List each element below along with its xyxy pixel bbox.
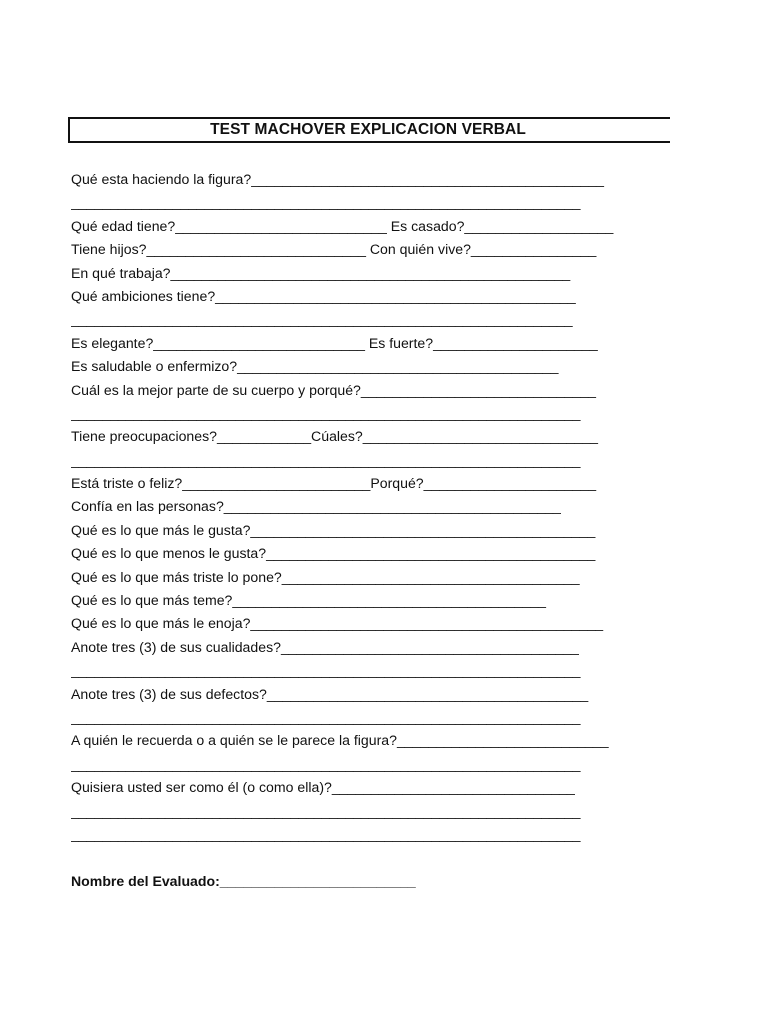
- answer-line: _________________________________________________________________: [71, 802, 581, 819]
- question-line: Es elegante?___________________________ Es fuerte?_____________________: [71, 334, 598, 351]
- answer-line: _________________________________________________________________: [71, 451, 581, 468]
- answer-line: _________________________________________________________________: [71, 825, 581, 842]
- question-line: Qué esta haciendo la figura?_____________________________________________: [71, 171, 604, 187]
- answer-line: _________________________________________________________________: [71, 662, 581, 679]
- answer-line: _________________________________________________________________: [71, 404, 581, 421]
- question-line: Está triste o feliz?________________________Porqué?______________________: [71, 475, 597, 492]
- question-line: En qué trabaja?___________________________________________________: [71, 264, 571, 281]
- question-line: Es saludable o enfermizo?_________________________________________: [71, 358, 559, 375]
- question-line: Tiene hijos?____________________________ Con quién vive?________________: [71, 241, 597, 258]
- question-line: A quién le recuerda o a quién se le parece la figura?___________________________: [71, 732, 609, 749]
- page-title: TEST MACHOVER EXPLICACION VERBAL: [210, 121, 526, 138]
- spacer-line: [71, 846, 661, 869]
- answer-line: _________________________________________________________________: [71, 194, 581, 211]
- question-line: Anote tres (3) de sus defectos?_________________________________________: [71, 685, 589, 702]
- question-line: Qué es lo que menos le gusta?__________________________________________: [71, 545, 596, 562]
- answer-line: _________________________________________________________________: [71, 755, 581, 772]
- question-line: Qué edad tiene?___________________________ Es casado?___________________: [71, 217, 614, 234]
- question-line: Tiene preocupaciones?____________Cúales?______________________________: [71, 428, 598, 445]
- question-line: Qué es lo que más le enoja?_____________________________________________: [71, 615, 604, 632]
- question-line: Cuál es la mejor parte de su cuerpo y porqué?______________________________: [71, 381, 597, 398]
- question-line: Confía en las personas?___________________________________________: [71, 498, 561, 515]
- question-line: Qué ambiciones tiene?______________________________________________: [71, 287, 576, 304]
- question-line: Qué es lo que más teme?________________________________________: [71, 592, 546, 609]
- title-box: [68, 117, 670, 143]
- answer-line: ________________________________________________________________: [71, 311, 573, 328]
- questionnaire: [71, 168, 661, 893]
- answer-line: _________________________________________________________________: [71, 708, 581, 725]
- question-line: Qué es lo que más triste lo pone?______________________________________: [71, 568, 580, 585]
- question-line: Anote tres (3) de sus cualidades?______________________________________: [71, 638, 579, 655]
- question-line: Quisiera usted ser como él (o como ella)?_______________________________: [71, 779, 575, 796]
- evaluated-name-line: Nombre del Evaluado:_________________________: [71, 872, 416, 889]
- question-line: Qué es lo que más le gusta?____________________________________________: [71, 521, 596, 538]
